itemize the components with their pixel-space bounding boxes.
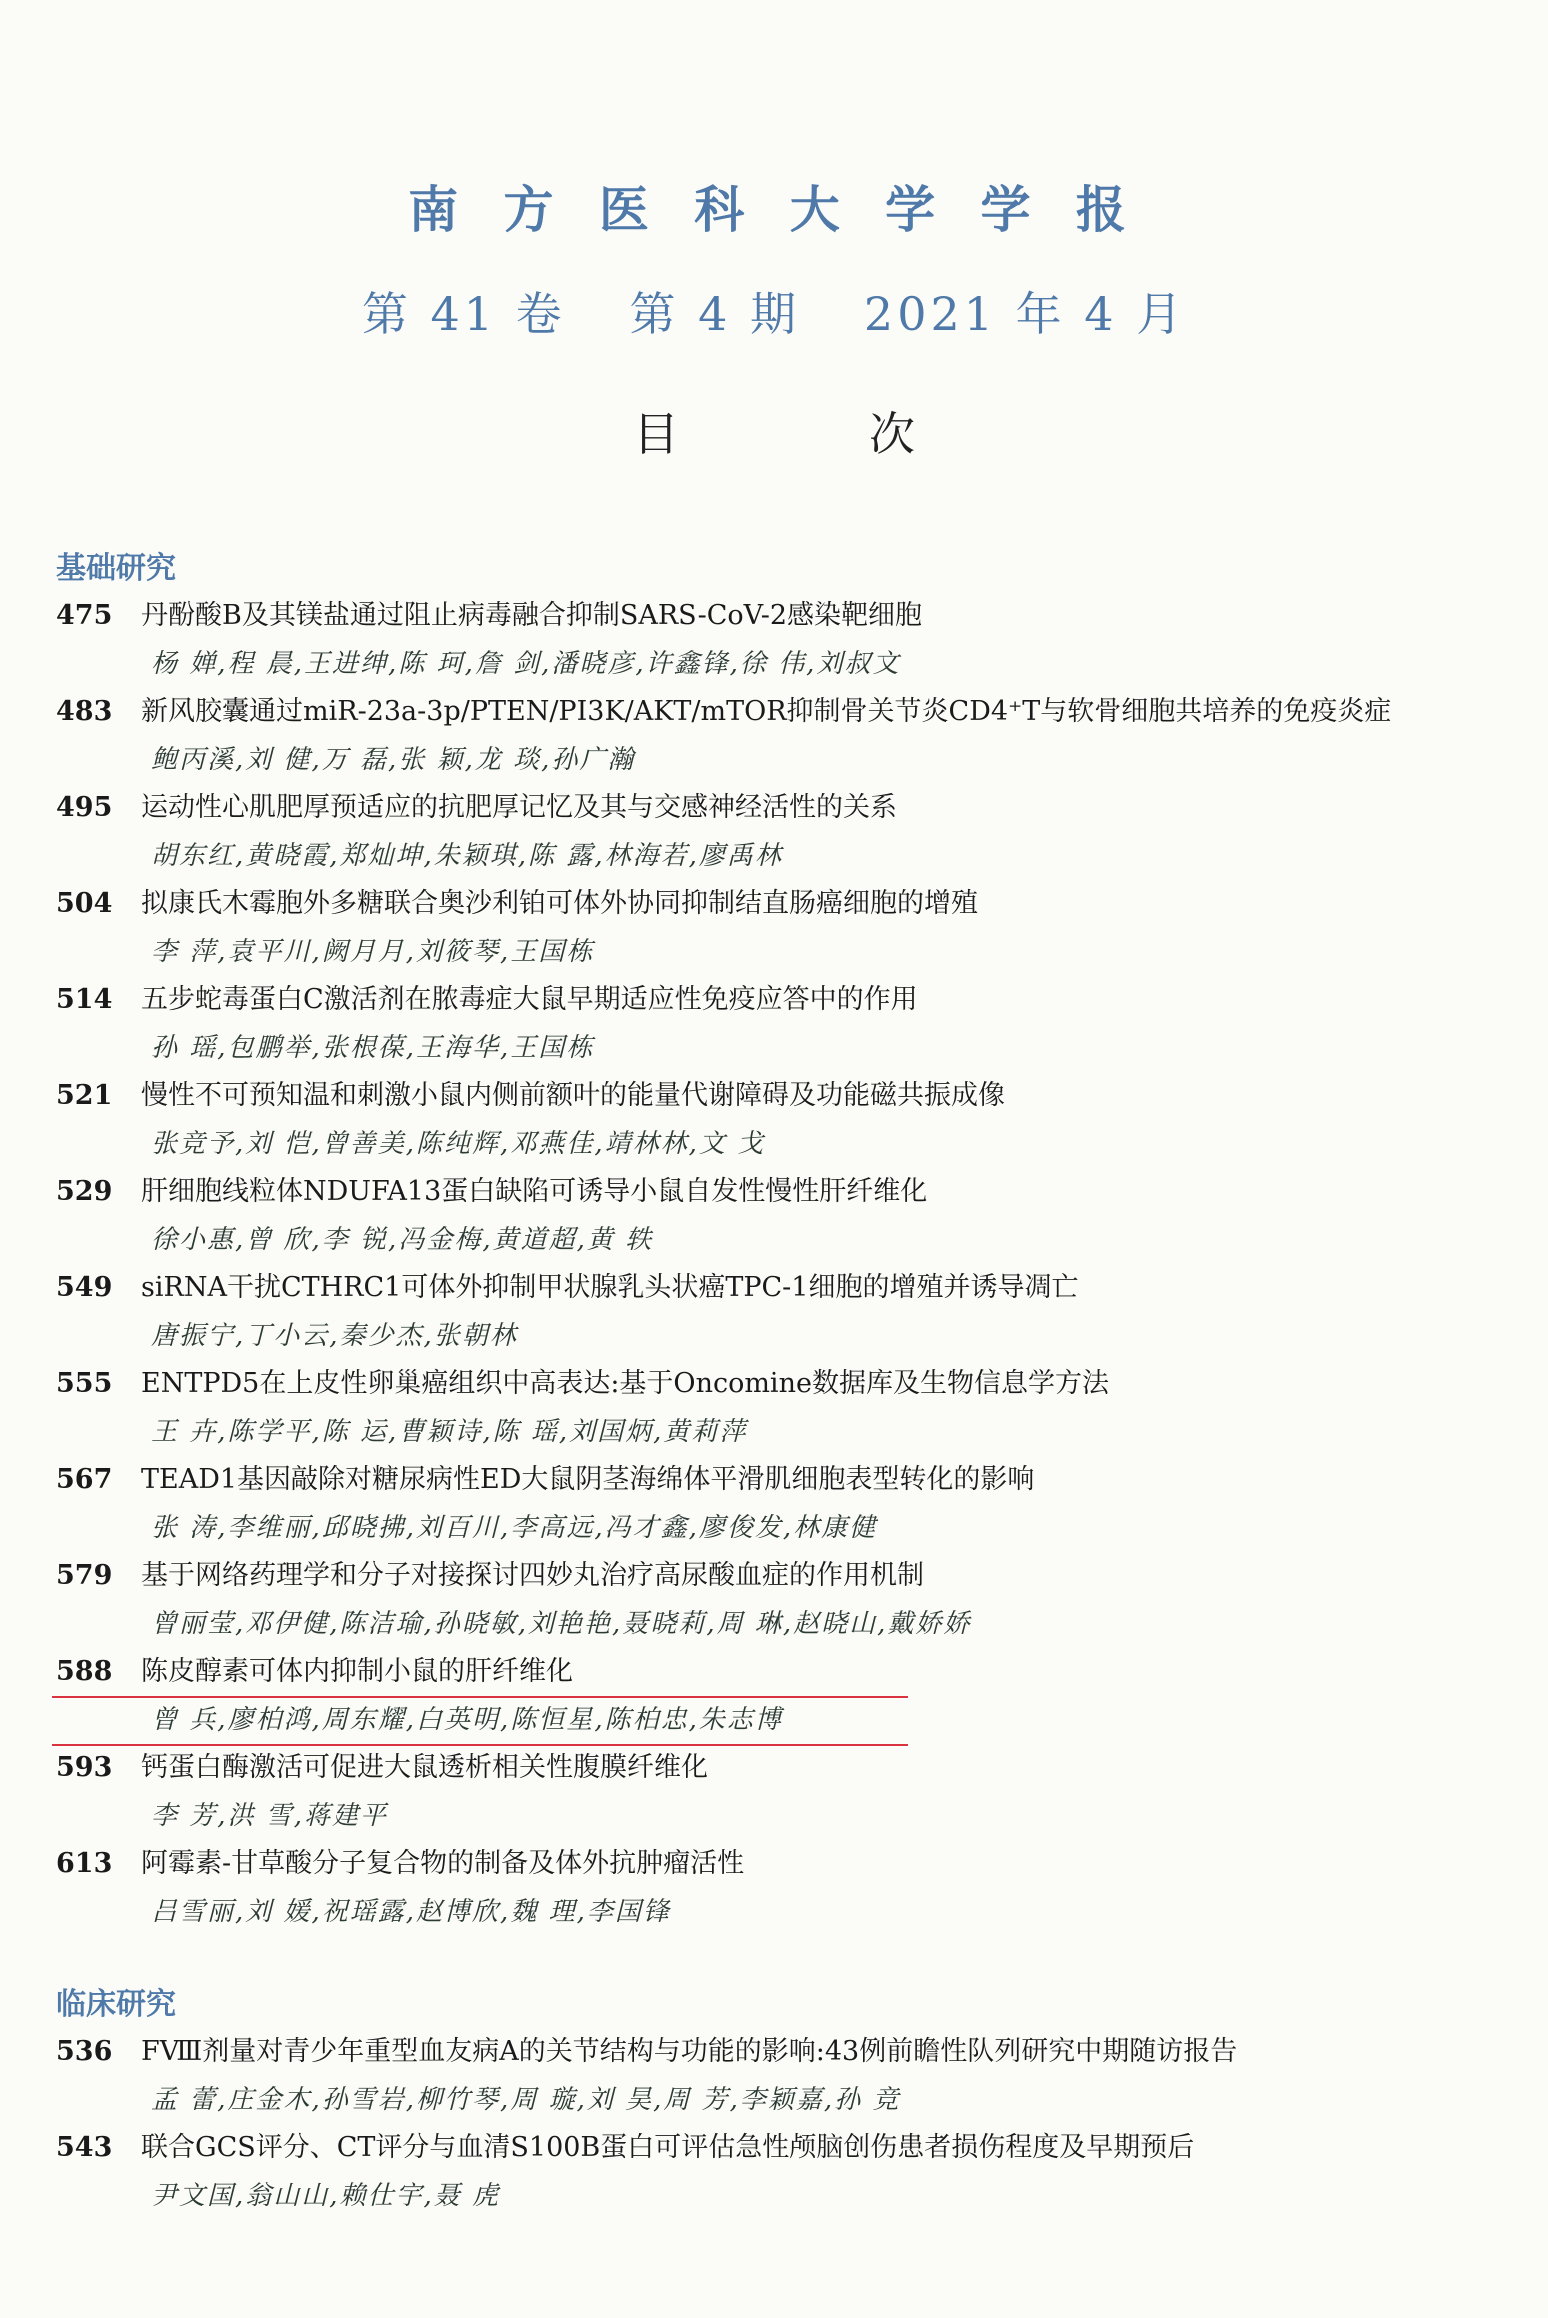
entry-authors: 曾丽莹,邓伊健,陈洁瑜,孙晓敏,刘艳艳,聂晓莉,周 琳,赵晓山,戴娇娇 bbox=[151, 1609, 972, 1639]
entry-title[interactable]: FⅧ剂量对青少年重型血友病A的关节结构与功能的影响:43例前瞻性队列研究中期随访报告 bbox=[141, 2036, 1238, 2067]
entry-authors: 孙 瑶,包鹏举,张根葆,王海华,王国栋 bbox=[151, 1033, 595, 1063]
entry-page-number: 514 bbox=[56, 984, 113, 1015]
entry-title[interactable]: 基于网络药理学和分子对接探讨四妙丸治疗高尿酸血症的作用机制 bbox=[141, 1560, 924, 1591]
entry-title[interactable]: 新风胶囊通过miR-23a-3p/PTEN/PI3K/AKT/mTOR抑制骨关节炎CD4⁺T与软骨细胞共培养的免疫炎症 bbox=[141, 696, 1392, 727]
entry-authors: 王 卉,陈学平,陈 运,曹颖诗,陈 瑶,刘国炳,黄莉萍 bbox=[151, 1417, 748, 1447]
entry-authors: 杨 婵,程 晨,王进绅,陈 珂,詹 剑,潘晓彦,许鑫锋,徐 伟,刘叔文 bbox=[151, 649, 901, 679]
toc-title-right: 次 bbox=[869, 407, 915, 461]
entry-authors: 孟 蕾,庄金木,孙雪岩,柳竹琴,周 璇,刘 昊,周 芳,李颖嘉,孙 竞 bbox=[151, 2085, 901, 2115]
toc-entry[interactable] bbox=[56, 1074, 1496, 1170]
toc-entry[interactable] bbox=[56, 1842, 1496, 1938]
entry-title[interactable]: ENTPD5在上皮性卵巢癌组织中高表达:基于Oncomine数据库及生物信息学方法 bbox=[141, 1368, 1109, 1399]
entry-page-number: 529 bbox=[56, 1176, 113, 1207]
entry-page-number: 593 bbox=[56, 1752, 113, 1783]
entry-title[interactable]: 肝细胞线粒体NDUFA13蛋白缺陷可诱导小鼠自发性慢性肝纤维化 bbox=[141, 1176, 928, 1207]
section-basic-research bbox=[56, 548, 1496, 1938]
toc-entry[interactable] bbox=[56, 1362, 1496, 1458]
entry-title[interactable]: 钙蛋白酶激活可促进大鼠透析相关性腹膜纤维化 bbox=[141, 1752, 708, 1783]
entry-page-number: 588 bbox=[56, 1656, 113, 1687]
entry-list bbox=[56, 594, 1496, 1938]
entry-authors: 曾 兵,廖柏鸿,周东耀,白英明,陈恒星,陈柏忠,朱志博 bbox=[151, 1705, 783, 1735]
entry-page-number: 555 bbox=[56, 1368, 113, 1399]
section-heading: 临床研究 bbox=[56, 1987, 176, 2022]
section-heading: 基础研究 bbox=[56, 551, 176, 586]
entry-authors: 唐振宁,丁小云,秦少杰,张朝林 bbox=[151, 1321, 518, 1351]
entry-title[interactable]: 陈皮醇素可体内抑制小鼠的肝纤维化 bbox=[141, 1656, 573, 1687]
entry-title[interactable]: 运动性心肌肥厚预适应的抗肥厚记忆及其与交感神经活性的关系 bbox=[141, 792, 897, 823]
toc-entry[interactable] bbox=[56, 2126, 1496, 2222]
toc-entry[interactable] bbox=[56, 1746, 1496, 1842]
entry-title[interactable]: 五步蛇毒蛋白C激活剂在脓毒症大鼠早期适应性免疫应答中的作用 bbox=[141, 984, 918, 1015]
toc-entry[interactable] bbox=[56, 1170, 1496, 1266]
entry-title[interactable]: TEAD1基因敲除对糖尿病性ED大鼠阴茎海绵体平滑肌细胞表型转化的影响 bbox=[141, 1464, 1035, 1495]
entry-page-number: 483 bbox=[56, 696, 113, 727]
toc-entry[interactable] bbox=[56, 786, 1496, 882]
toc-title-left: 目 bbox=[633, 407, 679, 461]
toc-entry[interactable] bbox=[56, 882, 1496, 978]
entry-authors: 张竞予,刘 恺,曾善美,陈纯辉,邓燕佳,靖林林,文 戈 bbox=[151, 1129, 766, 1159]
entry-authors: 尹文国,翁山山,赖仕宇,聂 虎 bbox=[151, 2181, 501, 2211]
volume-label: 第 41 卷 bbox=[361, 287, 566, 341]
entry-page-number: 549 bbox=[56, 1272, 113, 1303]
entry-page-number: 613 bbox=[56, 1848, 113, 1879]
toc-entry[interactable] bbox=[56, 1554, 1496, 1650]
entry-page-number: 567 bbox=[56, 1464, 113, 1495]
entry-authors: 鲍丙溪,刘 健,万 磊,张 颖,龙 琰,孙广瀚 bbox=[151, 745, 636, 775]
entry-authors: 徐小惠,曾 欣,李 锐,冯金梅,黄道超,黄 轶 bbox=[151, 1225, 654, 1255]
entry-list bbox=[56, 2030, 1496, 2222]
entry-title[interactable]: 阿霉素-甘草酸分子复合物的制备及体外抗肿瘤活性 bbox=[141, 1848, 745, 1879]
entry-page-number: 475 bbox=[56, 600, 113, 631]
toc-entry[interactable] bbox=[56, 1650, 1496, 1746]
toc-entry[interactable] bbox=[56, 2030, 1496, 2126]
entry-page-number: 521 bbox=[56, 1080, 113, 1111]
entry-title[interactable]: 丹酚酸B及其镁盐通过阻止病毒融合抑制SARS-CoV-2感染靶细胞 bbox=[141, 600, 923, 631]
section-clinical-research bbox=[56, 1984, 1496, 2222]
entry-authors: 李 芳,洪 雪,蒋建平 bbox=[151, 1801, 389, 1831]
entry-page-number: 543 bbox=[56, 2132, 113, 2163]
entry-page-number: 579 bbox=[56, 1560, 113, 1591]
entry-title[interactable]: 联合GCS评分、CT评分与血清S100B蛋白可评估急性颅脑创伤患者损伤程度及早期预后 bbox=[141, 2132, 1195, 2163]
entry-title[interactable]: 慢性不可预知温和刺激小鼠内侧前额叶的能量代谢障碍及功能磁共振成像 bbox=[141, 1080, 1005, 1111]
journal-title: 南 方 医 科 大 学 学 报 bbox=[408, 181, 1140, 239]
toc-entry[interactable] bbox=[56, 594, 1496, 690]
issue-label: 第 4 期 bbox=[629, 287, 801, 341]
entry-authors: 吕雪丽,刘 媛,祝瑶露,赵博欣,魏 理,李国锋 bbox=[151, 1897, 671, 1927]
entry-title[interactable]: siRNA干扰CTHRC1可体外抑制甲状腺乳头状癌TPC-1细胞的增殖并诱导凋亡 bbox=[141, 1272, 1079, 1303]
entry-page-number: 504 bbox=[56, 888, 113, 919]
entry-title[interactable]: 拟康氏木霉胞外多糖联合奥沙利铂可体外协同抑制结直肠癌细胞的增殖 bbox=[141, 888, 978, 919]
entry-page-number: 536 bbox=[56, 2036, 113, 2067]
toc-entry[interactable] bbox=[56, 1266, 1496, 1362]
entry-page-number: 495 bbox=[56, 792, 113, 823]
toc-entry[interactable] bbox=[56, 978, 1496, 1074]
entry-authors: 胡东红,黄晓霞,郑灿坤,朱颖琪,陈 露,林海若,廖禹林 bbox=[151, 841, 783, 871]
entry-authors: 李 萍,袁平川,阙月月,刘筱琴,王国栋 bbox=[151, 937, 595, 967]
issue-line bbox=[0, 278, 1548, 344]
toc-entry[interactable] bbox=[56, 1458, 1496, 1554]
toc-entry[interactable] bbox=[56, 690, 1496, 786]
toc-title bbox=[0, 398, 1548, 464]
date-label: 2021 年 4 月 bbox=[863, 287, 1187, 341]
entry-authors: 张 涛,李维丽,邱晓拂,刘百川,李高远,冯才鑫,廖俊发,林康健 bbox=[151, 1513, 878, 1543]
